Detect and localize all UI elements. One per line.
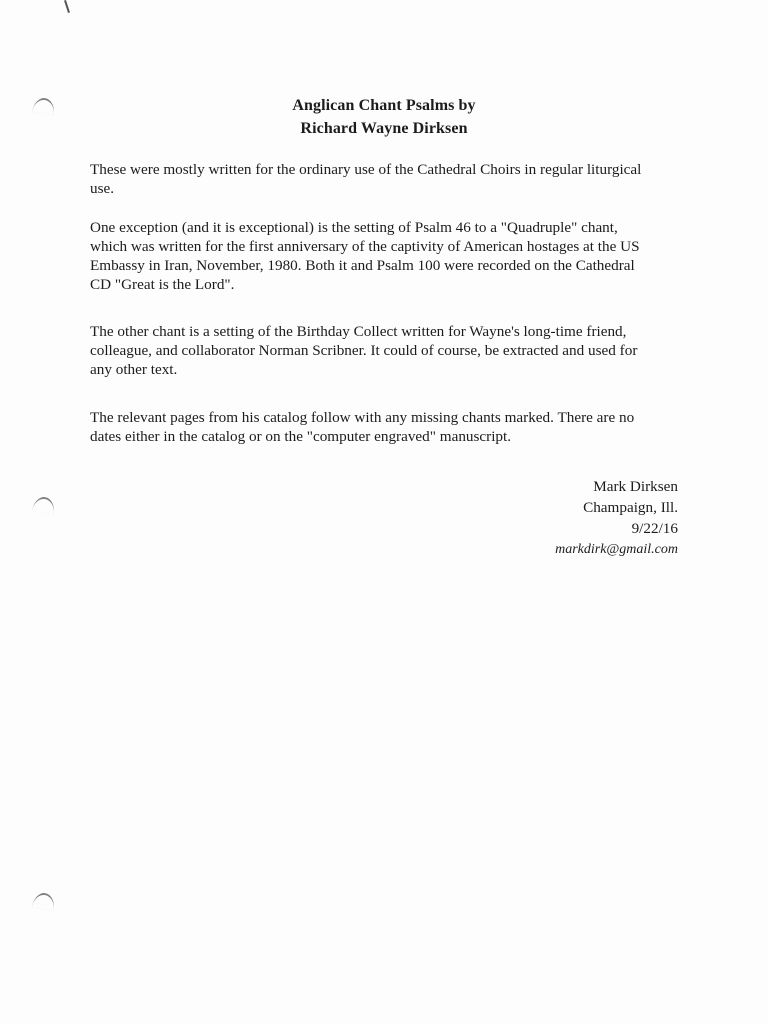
text-line: These were mostly written for the ordinary use of the Cathedral Choirs in regular liturgical: [90, 161, 642, 178]
document-title-line-2: Richard Wayne Dirksen: [300, 120, 468, 137]
text-line: The relevant pages from his catalog follow with any missing chants marked. There are no: [90, 409, 635, 426]
text-line: colleague, and collaborator Norman Scribner. It could of course, be extracted and used for: [90, 342, 638, 359]
signature-email: markdirk@gmail.com: [555, 542, 678, 557]
punch-hole-mark: [32, 892, 56, 911]
signature-name: Mark Dirksen: [593, 478, 678, 495]
document-title-line-1: Anglican Chant Psalms by: [292, 97, 476, 114]
signature-location: Champaign, Ill.: [583, 499, 678, 516]
text-line: CD "Great is the Lord".: [90, 276, 235, 293]
paragraph-intro: [90, 160, 680, 198]
paragraph-catalog-note: [90, 408, 680, 446]
signature-date: 9/22/16: [631, 520, 678, 537]
text-line: The other chant is a setting of the Birthday Collect written for Wayne's long-time friend,: [90, 323, 627, 340]
text-line: Embassy in Iran, November, 1980. Both it and Psalm 100 were recorded on the Cathedral: [90, 257, 635, 274]
text-line: any other text.: [90, 361, 178, 378]
paragraph-exception: [90, 218, 680, 294]
paragraph-birthday-collect: [90, 322, 680, 379]
text-line: One exception (and it is exceptional) is the setting of Psalm 46 to a "Quadruple" chant,: [90, 219, 618, 236]
text-line: dates either in the catalog or on the "computer engraved" manuscript.: [90, 428, 512, 445]
punch-hole-mark: [32, 496, 56, 515]
text-line: use.: [90, 180, 115, 197]
text-line: which was written for the first anniversary of the captivity of American hostages at the US: [90, 238, 640, 255]
signature-block: [555, 476, 678, 560]
scan-mark: [64, 0, 70, 13]
